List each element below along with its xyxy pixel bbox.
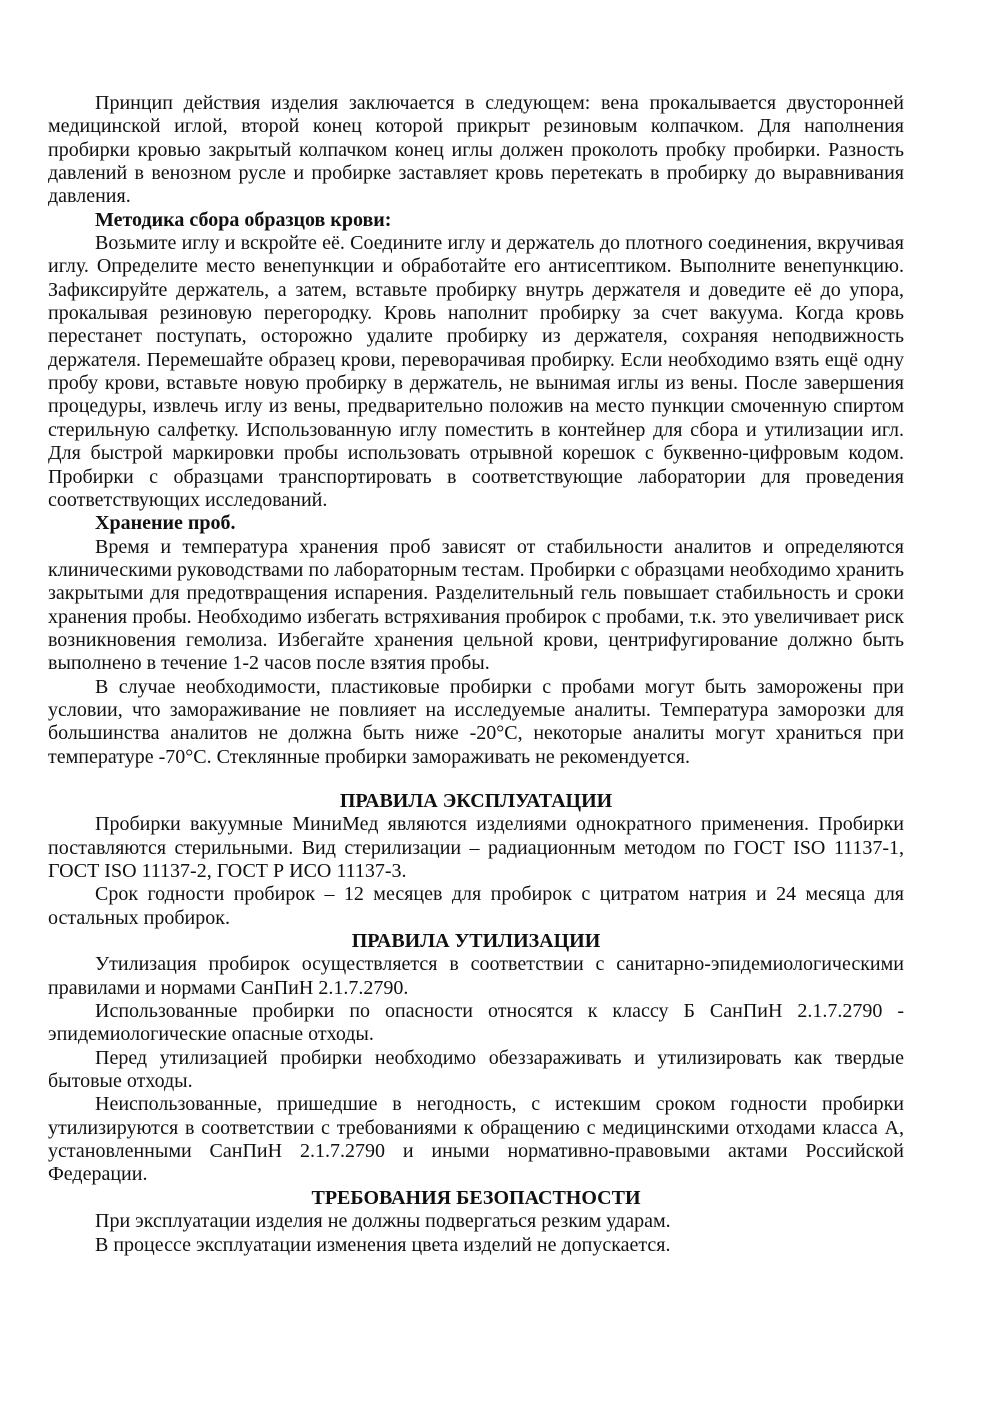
paragraph-shelf-life: Срок годности пробирок – 12 месяцев для пробирок с цитратом натрия и 24 месяца для остальных пробирок. <box>48 883 904 929</box>
paragraph-no-sharp-impacts: При эксплуатации изделия не должны подвергаться резким ударам. <box>95 1210 671 1233</box>
heading-safety-requirements: ТРЕБОВАНИЯ БЕЗОПАСТНОСТИ <box>311 1186 641 1209</box>
heading-sample-storage: Хранение проб. <box>95 512 236 535</box>
paragraph-single-use-sterilization: Пробирки вакуумные МиниМед являются изделиями однократного применения. Пробирки поставляются стерильными. Вид стерилизации – радиационным методом по ГОСТ ISO 11137-1, ГОСТ ISO 11137-2, ГОСТ Р ИСО 11137-3. <box>48 813 904 882</box>
paragraph-collection-procedure: Возьмите иглу и вскройте её. Соедините иглу и держатель до плотного соединения, вкручивая иглу. Определите место венепункции и обработайте его антисептиком. Выполните венепункцию. Зафиксируйте держатель, а затем, вставьте пробирку внутрь держателя и доведите её до упора, прокалывая резиновую перегородку. Кровь наполнит пробирку за счет вакуума. Когда кровь перестанет поступать, осторожно удалите пробирку из держателя, сохраняя неподвижность держателя. Перемешайте образец крови, переворачивая пробирку. Если необходимо взять ещё одну пробу крови, вставьте новую пробирку в держатель, не вынимая иглы из вены. После завершения процедуры, извлечь иглу из вены, предварительно положив на место пункции смоченную спиртом стерильную салфетку. Использованную иглу поместить в контейнер для сбора и утилизации игл. Для быстрой маркировки пробы использовать отрывной корешок с буквенно-цифровым кодом. Пробирки с образцами транспортировать в соответствующие лаборатории для проведения соответствующих исследований. <box>48 232 904 511</box>
paragraph-freezing-conditions: В случае необходимости, пластиковые пробирки с пробами могут быть заморожены при условии, что замораживание не повлияет на исследуемые аналиты. Температура заморозки для большинства аналитов не должна быть ниже -20°С, некоторые аналиты могут храниться при температуре -70°С. Стеклянные пробирки замораживать не рекомендуется. <box>48 675 904 768</box>
paragraph-disinfection-before-disposal: Перед утилизацией пробирки необходимо обеззараживать и утилизировать как твердые бытовые отходы. <box>48 1046 904 1093</box>
paragraph-storage-conditions: Время и температура хранения проб зависят от стабильности аналитов и определяются клиническими руководствами по лабораторным тестам. Пробирки с образцами необходимо хранить закрытыми для предотвращения испарения. Разделительный гель повышает стабильность и сроки хранения пробы. Необходимо избегать встряхивания пробирок с пробами, т.к. это увеличивает риск возникновения гемолиза. Избегайте хранения цельной крови, центрифугирование должно быть выполнено в течение 1-2 часов после взятия пробы. <box>48 535 904 675</box>
heading-disposal-rules: ПРАВИЛА УТИЛИЗАЦИИ <box>351 930 601 953</box>
paragraph-unused-tubes-disposal: Неиспользованные, пришедшие в негодность, с истекшим сроком годности пробирки утилизируются в соответствии с требованиями к обращению с медицинскими отходами класса А, установленными СанПиН 2.1.7.2790 и иными нормативно-правовыми актами Российской Федерации. <box>48 1093 904 1186</box>
paragraph-used-tubes-class: Использованные пробирки по опасности относятся к классу Б СанПиН 2.1.7.2790 - эпидемиологические опасные отходы. <box>48 1000 904 1046</box>
heading-blood-collection-method: Методика сбора образцов крови: <box>95 208 392 231</box>
heading-operation-rules: ПРАВИЛА ЭКСПЛУАТАЦИИ <box>339 789 613 812</box>
paragraph-disposal-regulations: Утилизация пробирок осуществляется в соответствии с санитарно-эпидемиологическими правилами и нормами СанПиН 2.1.7.2790. <box>48 953 904 999</box>
paragraph-no-color-change: В процессе эксплуатации изменения цвета изделий не допускается. <box>95 1233 671 1256</box>
paragraph-operating-principle: Принцип действия изделия заключается в следующем: вена прокалывается двусторонней медицинской иглой, второй конец которой прикрыт резиновым колпачком. Для наполнения пробирки кровью закрытый колпачком конец иглы должен проколоть пробку пробирки. Разность давлений в венозном русле и пробирке заставляет кровь перетекать в пробирку до выравнивания давления. <box>48 92 904 208</box>
